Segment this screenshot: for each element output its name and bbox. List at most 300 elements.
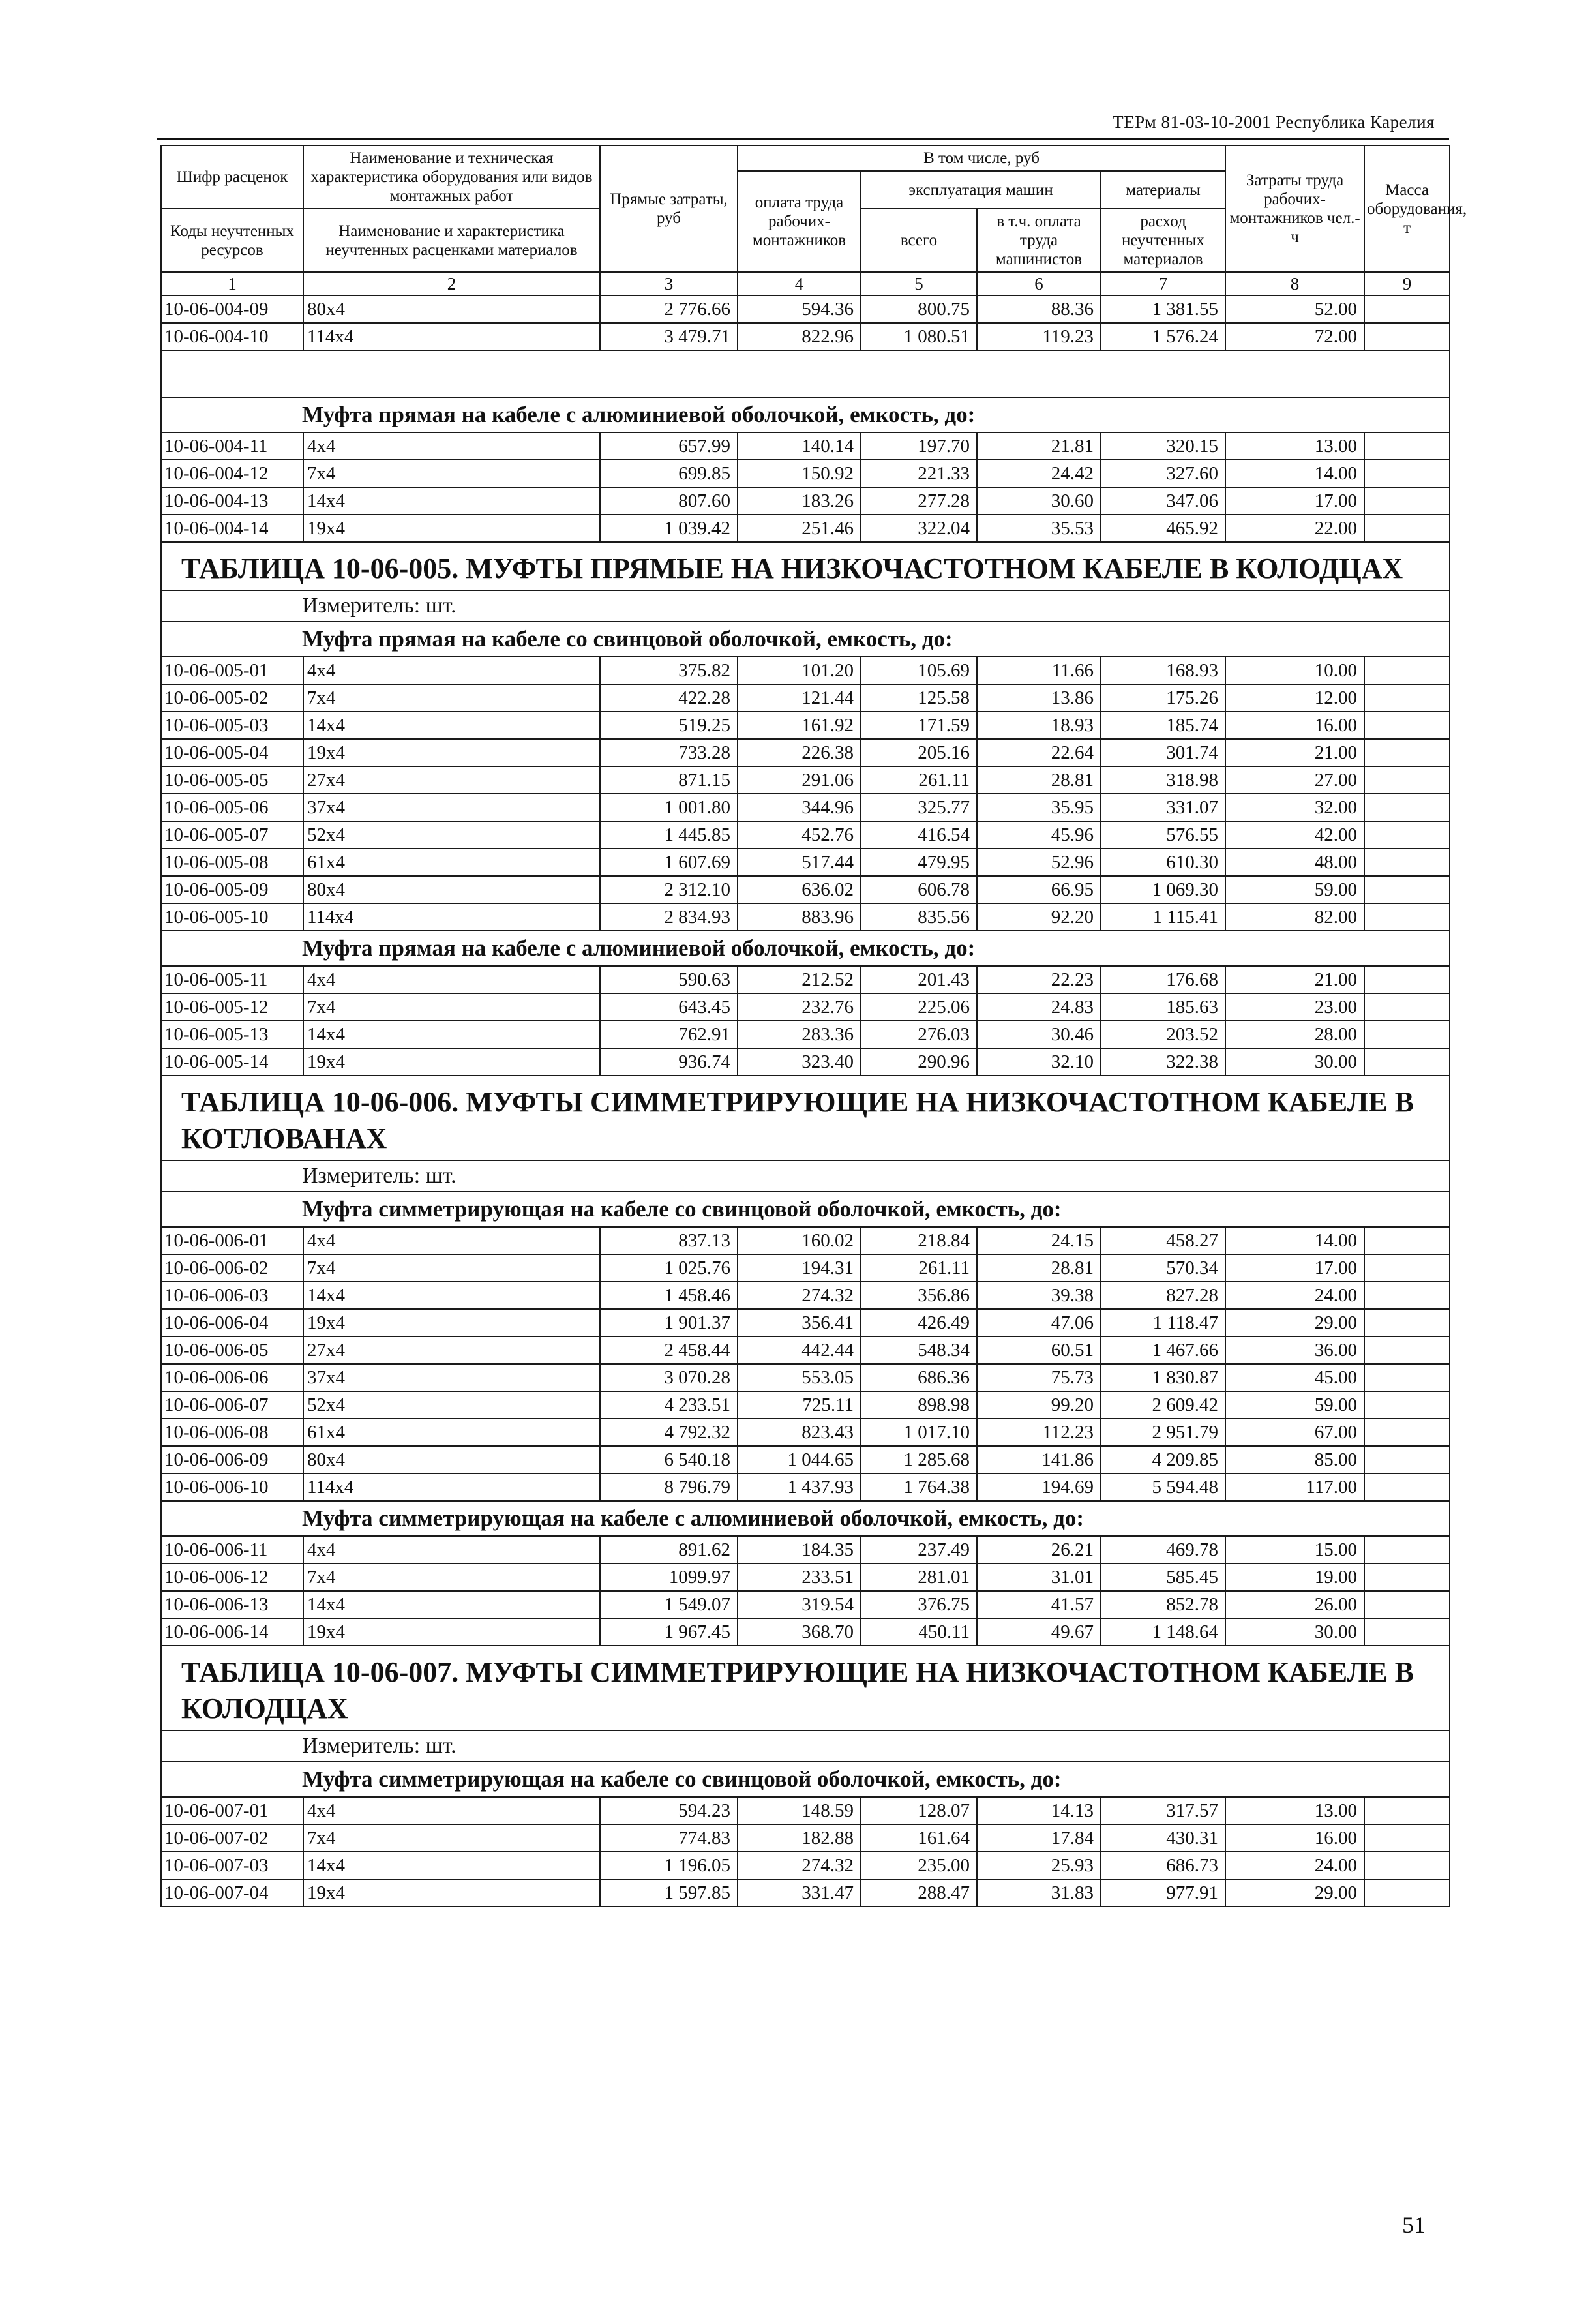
value-cell: 800.75 bbox=[861, 295, 977, 323]
value-cell bbox=[1364, 1336, 1450, 1364]
value-cell: 699.85 bbox=[600, 460, 738, 487]
rate-code: 10-06-006-13 bbox=[161, 1591, 303, 1618]
value-cell: 977.91 bbox=[1101, 1879, 1225, 1907]
item-size: 7x4 bbox=[303, 1563, 600, 1591]
item-size: 14x4 bbox=[303, 1021, 600, 1048]
value-cell: 548.34 bbox=[861, 1336, 977, 1364]
table-row bbox=[161, 1419, 1450, 1446]
value-cell: 72.00 bbox=[1225, 323, 1364, 350]
value-cell: 41.57 bbox=[977, 1591, 1101, 1618]
value-cell: 325.77 bbox=[861, 794, 977, 821]
value-cell: 140.14 bbox=[738, 432, 861, 460]
rate-code: 10-06-006-06 bbox=[161, 1364, 303, 1391]
rate-code: 10-06-005-06 bbox=[161, 794, 303, 821]
value-cell: 31.83 bbox=[977, 1879, 1101, 1907]
value-cell: 14.00 bbox=[1225, 1227, 1364, 1254]
col-name-bottom: Наименование и характеристика неучтенных расценками материалов bbox=[303, 209, 600, 272]
value-cell bbox=[1364, 1391, 1450, 1419]
value-cell: 88.36 bbox=[977, 295, 1101, 323]
item-size: 19x4 bbox=[303, 1309, 600, 1336]
value-cell: 141.86 bbox=[977, 1446, 1101, 1473]
value-cell: 237.49 bbox=[861, 1536, 977, 1563]
value-cell: 323.40 bbox=[738, 1048, 861, 1076]
value-cell: 517.44 bbox=[738, 849, 861, 876]
value-cell bbox=[1364, 432, 1450, 460]
column-number: 7 bbox=[1101, 272, 1225, 295]
value-cell: 17.00 bbox=[1225, 487, 1364, 515]
value-cell: 1 467.66 bbox=[1101, 1336, 1225, 1364]
value-cell: 807.60 bbox=[600, 487, 738, 515]
value-cell: 331.07 bbox=[1101, 794, 1225, 821]
rate-code: 10-06-006-08 bbox=[161, 1419, 303, 1446]
value-cell: 35.53 bbox=[977, 515, 1101, 542]
page-content bbox=[160, 145, 1467, 1907]
rate-code: 10-06-006-11 bbox=[161, 1536, 303, 1563]
col-mach-total: всего bbox=[861, 209, 977, 272]
item-size: 61x4 bbox=[303, 1419, 600, 1446]
value-cell bbox=[1364, 1536, 1450, 1563]
rate-code: 10-06-006-02 bbox=[161, 1254, 303, 1282]
value-cell: 24.15 bbox=[977, 1227, 1101, 1254]
value-cell: 1 196.05 bbox=[600, 1852, 738, 1879]
table-title: ТАБЛИЦА 10-06-006. МУФТЫ СИММЕТРИРУЮЩИЕ НА НИЗКОЧАСТОТНОМ КАБЕЛЕ В КОТЛОВАНАХ bbox=[161, 1076, 1450, 1160]
table-row bbox=[161, 966, 1450, 993]
value-cell: 30.00 bbox=[1225, 1618, 1364, 1646]
value-cell: 5 594.48 bbox=[1101, 1473, 1225, 1501]
value-cell: 2 776.66 bbox=[600, 295, 738, 323]
subsection-heading: Муфта симметрирующая на кабеле с алюминиевой оболочкой, емкость, до: bbox=[161, 1501, 1450, 1536]
value-cell: 28.81 bbox=[977, 766, 1101, 794]
measure-unit: Измеритель: шт. bbox=[161, 1730, 1450, 1762]
value-cell: 1 549.07 bbox=[600, 1591, 738, 1618]
value-cell bbox=[1364, 849, 1450, 876]
measure-unit: Измеритель: шт. bbox=[161, 590, 1450, 622]
value-cell: 452.76 bbox=[738, 821, 861, 849]
value-cell: 16.00 bbox=[1225, 712, 1364, 739]
value-cell: 21.00 bbox=[1225, 739, 1364, 766]
value-cell bbox=[1364, 515, 1450, 542]
value-cell: 368.70 bbox=[738, 1618, 861, 1646]
value-cell: 47.06 bbox=[977, 1309, 1101, 1336]
value-cell bbox=[1364, 460, 1450, 487]
value-cell: 686.36 bbox=[861, 1364, 977, 1391]
value-cell: 11.66 bbox=[977, 657, 1101, 684]
table-row bbox=[161, 821, 1450, 849]
value-cell: 469.78 bbox=[1101, 1536, 1225, 1563]
value-cell: 171.59 bbox=[861, 712, 977, 739]
rate-code: 10-06-006-03 bbox=[161, 1282, 303, 1309]
value-cell: 376.75 bbox=[861, 1591, 977, 1618]
value-cell: 39.38 bbox=[977, 1282, 1101, 1309]
value-cell: 32.00 bbox=[1225, 794, 1364, 821]
col-name-top: Наименование и техническая характеристика оборудования или видов монтажных работ bbox=[303, 145, 600, 209]
rate-code: 10-06-004-10 bbox=[161, 323, 303, 350]
rate-code: 10-06-005-01 bbox=[161, 657, 303, 684]
value-cell: 281.01 bbox=[861, 1563, 977, 1591]
rates-table bbox=[160, 145, 1467, 1907]
value-cell: 121.44 bbox=[738, 684, 861, 712]
value-cell: 837.13 bbox=[600, 1227, 738, 1254]
value-cell: 479.95 bbox=[861, 849, 977, 876]
value-cell bbox=[1364, 1446, 1450, 1473]
subsection-heading: Муфта прямая на кабеле с алюминиевой оболочкой, емкость, до: bbox=[161, 397, 1450, 432]
table-row bbox=[161, 323, 1450, 350]
value-cell: 251.46 bbox=[738, 515, 861, 542]
table-row bbox=[161, 1336, 1450, 1364]
value-cell: 28.81 bbox=[977, 1254, 1101, 1282]
value-cell: 59.00 bbox=[1225, 876, 1364, 903]
table-row bbox=[161, 1563, 1450, 1591]
value-cell: 1 437.93 bbox=[738, 1473, 861, 1501]
value-cell: 226.38 bbox=[738, 739, 861, 766]
value-cell bbox=[1364, 794, 1450, 821]
rate-code: 10-06-005-10 bbox=[161, 903, 303, 931]
value-cell: 148.59 bbox=[738, 1797, 861, 1824]
table-row bbox=[161, 657, 1450, 684]
value-cell: 26.00 bbox=[1225, 1591, 1364, 1618]
column-number: 3 bbox=[600, 272, 738, 295]
table-row bbox=[161, 739, 1450, 766]
col-labor-pay: оплата труда рабочих-монтажников bbox=[738, 171, 861, 272]
value-cell: 288.47 bbox=[861, 1879, 977, 1907]
value-cell: 1 597.85 bbox=[600, 1879, 738, 1907]
col-materials: материалы bbox=[1101, 171, 1225, 209]
table-row bbox=[161, 1536, 1450, 1563]
value-cell: 274.32 bbox=[738, 1282, 861, 1309]
value-cell: 205.16 bbox=[861, 739, 977, 766]
value-cell: 225.06 bbox=[861, 993, 977, 1021]
subsection-heading: Муфта прямая на кабеле со свинцовой оболочкой, емкость, до: bbox=[161, 622, 1450, 657]
value-cell bbox=[1364, 1021, 1450, 1048]
value-cell: 1 458.46 bbox=[600, 1282, 738, 1309]
value-cell: 112.23 bbox=[977, 1419, 1101, 1446]
value-cell: 1 445.85 bbox=[600, 821, 738, 849]
table-row bbox=[161, 460, 1450, 487]
value-cell: 18.93 bbox=[977, 712, 1101, 739]
value-cell: 852.78 bbox=[1101, 1591, 1225, 1618]
table-row bbox=[161, 1021, 1450, 1048]
value-cell: 24.00 bbox=[1225, 1282, 1364, 1309]
value-cell: 29.00 bbox=[1225, 1879, 1364, 1907]
value-cell: 2 951.79 bbox=[1101, 1419, 1225, 1446]
value-cell: 570.34 bbox=[1101, 1254, 1225, 1282]
table-row bbox=[161, 1048, 1450, 1076]
measure-unit: Измеритель: шт. bbox=[161, 1160, 1450, 1192]
table-row bbox=[161, 515, 1450, 542]
value-cell: 4 792.32 bbox=[600, 1419, 738, 1446]
table-row bbox=[161, 1824, 1450, 1852]
value-cell: 1 001.80 bbox=[600, 794, 738, 821]
value-cell: 48.00 bbox=[1225, 849, 1364, 876]
item-size: 37x4 bbox=[303, 1364, 600, 1391]
value-cell: 290.96 bbox=[861, 1048, 977, 1076]
rate-code: 10-06-005-12 bbox=[161, 993, 303, 1021]
value-cell: 30.46 bbox=[977, 1021, 1101, 1048]
value-cell: 235.00 bbox=[861, 1852, 977, 1879]
value-cell: 1 967.45 bbox=[600, 1618, 738, 1646]
value-cell: 465.92 bbox=[1101, 515, 1225, 542]
value-cell: 2 609.42 bbox=[1101, 1391, 1225, 1419]
value-cell bbox=[1364, 1254, 1450, 1282]
rate-code: 10-06-005-02 bbox=[161, 684, 303, 712]
item-size: 37x4 bbox=[303, 794, 600, 821]
table-row bbox=[161, 993, 1450, 1021]
item-size: 52x4 bbox=[303, 1391, 600, 1419]
value-cell bbox=[1364, 487, 1450, 515]
item-size: 4x4 bbox=[303, 1536, 600, 1563]
value-cell bbox=[1364, 1309, 1450, 1336]
value-cell: 176.68 bbox=[1101, 966, 1225, 993]
table-row bbox=[161, 1227, 1450, 1254]
rate-code: 10-06-004-09 bbox=[161, 295, 303, 323]
rate-code: 10-06-007-02 bbox=[161, 1824, 303, 1852]
value-cell bbox=[1364, 295, 1450, 323]
item-size: 80x4 bbox=[303, 876, 600, 903]
value-cell: 117.00 bbox=[1225, 1473, 1364, 1501]
table-body bbox=[161, 295, 1450, 1907]
value-cell: 6 540.18 bbox=[600, 1446, 738, 1473]
value-cell bbox=[1364, 739, 1450, 766]
value-cell bbox=[1364, 876, 1450, 903]
value-cell: 823.43 bbox=[738, 1419, 861, 1446]
table-row bbox=[161, 712, 1450, 739]
value-cell: 22.64 bbox=[977, 739, 1101, 766]
item-size: 80x4 bbox=[303, 295, 600, 323]
value-cell: 233.51 bbox=[738, 1563, 861, 1591]
value-cell: 871.15 bbox=[600, 766, 738, 794]
col-including: В том числе, руб bbox=[738, 145, 1225, 171]
item-size: 80x4 bbox=[303, 1446, 600, 1473]
value-cell: 318.98 bbox=[1101, 766, 1225, 794]
value-cell: 185.63 bbox=[1101, 993, 1225, 1021]
table-row bbox=[161, 766, 1450, 794]
value-cell: 261.11 bbox=[861, 766, 977, 794]
value-cell: 458.27 bbox=[1101, 1227, 1225, 1254]
value-cell: 827.28 bbox=[1101, 1282, 1225, 1309]
value-cell: 553.05 bbox=[738, 1364, 861, 1391]
rate-code: 10-06-004-14 bbox=[161, 515, 303, 542]
table-row bbox=[161, 684, 1450, 712]
value-cell: 24.00 bbox=[1225, 1852, 1364, 1879]
value-cell: 2 458.44 bbox=[600, 1336, 738, 1364]
value-cell: 21.00 bbox=[1225, 966, 1364, 993]
item-size: 14x4 bbox=[303, 1282, 600, 1309]
item-size: 27x4 bbox=[303, 1336, 600, 1364]
value-cell: 327.60 bbox=[1101, 460, 1225, 487]
value-cell: 3 070.28 bbox=[600, 1364, 738, 1391]
value-cell: 59.00 bbox=[1225, 1391, 1364, 1419]
value-cell: 725.11 bbox=[738, 1391, 861, 1419]
item-size: 4x4 bbox=[303, 1797, 600, 1824]
value-cell: 52.00 bbox=[1225, 295, 1364, 323]
subsection-heading: Муфта прямая на кабеле с алюминиевой оболочкой, емкость, до: bbox=[161, 931, 1450, 966]
rate-code: 10-06-007-03 bbox=[161, 1852, 303, 1879]
value-cell: 23.00 bbox=[1225, 993, 1364, 1021]
table-row bbox=[161, 1797, 1450, 1824]
table-title: ТАБЛИЦА 10-06-007. МУФТЫ СИММЕТРИРУЮЩИЕ НА НИЗКОЧАСТОТНОМ КАБЕЛЕ В КОЛОДЦАХ bbox=[161, 1646, 1450, 1730]
value-cell: 203.52 bbox=[1101, 1021, 1225, 1048]
rate-code: 10-06-006-01 bbox=[161, 1227, 303, 1254]
value-cell bbox=[1364, 1618, 1450, 1646]
item-size: 14x4 bbox=[303, 1591, 600, 1618]
value-cell bbox=[1364, 1364, 1450, 1391]
value-cell: 585.45 bbox=[1101, 1563, 1225, 1591]
value-cell bbox=[1364, 1048, 1450, 1076]
rate-code: 10-06-005-03 bbox=[161, 712, 303, 739]
rate-code: 10-06-005-13 bbox=[161, 1021, 303, 1048]
value-cell: 22.23 bbox=[977, 966, 1101, 993]
item-size: 14x4 bbox=[303, 712, 600, 739]
rate-code: 10-06-006-12 bbox=[161, 1563, 303, 1591]
value-cell: 344.96 bbox=[738, 794, 861, 821]
table-row bbox=[161, 1364, 1450, 1391]
item-size: 19x4 bbox=[303, 739, 600, 766]
value-cell: 29.00 bbox=[1225, 1309, 1364, 1336]
value-cell: 150.92 bbox=[738, 460, 861, 487]
item-size: 114x4 bbox=[303, 903, 600, 931]
value-cell: 1 069.30 bbox=[1101, 876, 1225, 903]
value-cell: 1 025.76 bbox=[600, 1254, 738, 1282]
rate-code: 10-06-004-11 bbox=[161, 432, 303, 460]
value-cell: 1 901.37 bbox=[600, 1309, 738, 1336]
value-cell: 347.06 bbox=[1101, 487, 1225, 515]
page-number: 51 bbox=[1402, 2212, 1426, 2238]
value-cell: 45.96 bbox=[977, 821, 1101, 849]
rate-code: 10-06-007-04 bbox=[161, 1879, 303, 1907]
value-cell bbox=[1364, 684, 1450, 712]
value-cell: 590.63 bbox=[600, 966, 738, 993]
col-direct-costs: Прямые затраты, руб bbox=[600, 145, 738, 272]
rate-code: 10-06-005-11 bbox=[161, 966, 303, 993]
item-size: 7x4 bbox=[303, 993, 600, 1021]
value-cell: 24.42 bbox=[977, 460, 1101, 487]
value-cell: 161.92 bbox=[738, 712, 861, 739]
item-size: 19x4 bbox=[303, 1048, 600, 1076]
rate-code: 10-06-005-04 bbox=[161, 739, 303, 766]
table-row bbox=[161, 295, 1450, 323]
value-cell: 1 830.87 bbox=[1101, 1364, 1225, 1391]
value-cell: 30.00 bbox=[1225, 1048, 1364, 1076]
value-cell: 24.83 bbox=[977, 993, 1101, 1021]
rate-code: 10-06-005-09 bbox=[161, 876, 303, 903]
value-cell: 15.00 bbox=[1225, 1536, 1364, 1563]
table-row bbox=[161, 1391, 1450, 1419]
value-cell: 898.98 bbox=[861, 1391, 977, 1419]
value-cell: 891.62 bbox=[600, 1536, 738, 1563]
value-cell bbox=[1364, 657, 1450, 684]
item-size: 4x4 bbox=[303, 966, 600, 993]
table-row bbox=[161, 903, 1450, 931]
value-cell: 320.15 bbox=[1101, 432, 1225, 460]
value-cell: 99.20 bbox=[977, 1391, 1101, 1419]
item-size: 114x4 bbox=[303, 323, 600, 350]
value-cell: 60.51 bbox=[977, 1336, 1101, 1364]
table-row bbox=[161, 1282, 1450, 1309]
value-cell: 1 285.68 bbox=[861, 1446, 977, 1473]
value-cell: 762.91 bbox=[600, 1021, 738, 1048]
value-cell bbox=[1364, 1879, 1450, 1907]
value-cell: 183.26 bbox=[738, 487, 861, 515]
value-cell: 276.03 bbox=[861, 1021, 977, 1048]
value-cell: 32.10 bbox=[977, 1048, 1101, 1076]
value-cell: 10.00 bbox=[1225, 657, 1364, 684]
value-cell: 201.43 bbox=[861, 966, 977, 993]
table-row bbox=[161, 1473, 1450, 1501]
value-cell: 519.25 bbox=[600, 712, 738, 739]
value-cell bbox=[1364, 323, 1450, 350]
value-cell bbox=[1364, 1419, 1450, 1446]
table-row bbox=[161, 876, 1450, 903]
value-cell bbox=[1364, 993, 1450, 1021]
table-row bbox=[161, 1446, 1450, 1473]
value-cell: 606.78 bbox=[861, 876, 977, 903]
value-cell: 82.00 bbox=[1225, 903, 1364, 931]
value-cell: 1 039.42 bbox=[600, 515, 738, 542]
value-cell: 636.02 bbox=[738, 876, 861, 903]
value-cell: 657.99 bbox=[600, 432, 738, 460]
item-size: 7x4 bbox=[303, 460, 600, 487]
value-cell: 85.00 bbox=[1225, 1446, 1364, 1473]
value-cell: 194.69 bbox=[977, 1473, 1101, 1501]
value-cell: 8 796.79 bbox=[600, 1473, 738, 1501]
value-cell: 1 115.41 bbox=[1101, 903, 1225, 931]
value-cell: 194.31 bbox=[738, 1254, 861, 1282]
rate-code: 10-06-006-10 bbox=[161, 1473, 303, 1501]
table-row bbox=[161, 1879, 1450, 1907]
value-cell: 375.82 bbox=[600, 657, 738, 684]
item-size: 114x4 bbox=[303, 1473, 600, 1501]
value-cell: 4 233.51 bbox=[600, 1391, 738, 1419]
value-cell: 101.20 bbox=[738, 657, 861, 684]
table-title: ТАБЛИЦА 10-06-005. МУФТЫ ПРЯМЫЕ НА НИЗКОЧАСТОТНОМ КАБЕЛЕ В КОЛОДЦАХ bbox=[161, 542, 1450, 590]
value-cell bbox=[1364, 1473, 1450, 1501]
value-cell: 119.23 bbox=[977, 323, 1101, 350]
rate-code: 10-06-006-07 bbox=[161, 1391, 303, 1419]
value-cell: 232.76 bbox=[738, 993, 861, 1021]
value-cell: 125.58 bbox=[861, 684, 977, 712]
value-cell bbox=[1364, 712, 1450, 739]
value-cell: 26.21 bbox=[977, 1536, 1101, 1563]
subsection-heading: Муфта симметрирующая на кабеле со свинцовой оболочкой, емкость, до: bbox=[161, 1762, 1450, 1797]
col-code-top: Шифр расценок bbox=[161, 145, 303, 209]
column-number-row bbox=[161, 272, 1450, 295]
value-cell: 822.96 bbox=[738, 323, 861, 350]
value-cell: 317.57 bbox=[1101, 1797, 1225, 1824]
value-cell: 212.52 bbox=[738, 966, 861, 993]
value-cell: 105.69 bbox=[861, 657, 977, 684]
value-cell: 35.95 bbox=[977, 794, 1101, 821]
value-cell: 277.28 bbox=[861, 487, 977, 515]
value-cell: 182.88 bbox=[738, 1824, 861, 1852]
item-size: 19x4 bbox=[303, 1618, 600, 1646]
table-row bbox=[161, 432, 1450, 460]
value-cell: 1 118.47 bbox=[1101, 1309, 1225, 1336]
column-number: 8 bbox=[1225, 272, 1364, 295]
value-cell: 13.86 bbox=[977, 684, 1101, 712]
value-cell: 197.70 bbox=[861, 432, 977, 460]
item-size: 4x4 bbox=[303, 1227, 600, 1254]
value-cell: 733.28 bbox=[600, 739, 738, 766]
value-cell: 25.93 bbox=[977, 1852, 1101, 1879]
rate-code: 10-06-006-09 bbox=[161, 1446, 303, 1473]
value-cell: 1099.97 bbox=[600, 1563, 738, 1591]
value-cell: 1 381.55 bbox=[1101, 295, 1225, 323]
value-cell: 36.00 bbox=[1225, 1336, 1364, 1364]
table-row bbox=[161, 1591, 1450, 1618]
column-number: 1 bbox=[161, 272, 303, 295]
item-size: 7x4 bbox=[303, 684, 600, 712]
col-labor: Затраты труда рабочих-монтажников чел.-ч bbox=[1225, 145, 1364, 272]
